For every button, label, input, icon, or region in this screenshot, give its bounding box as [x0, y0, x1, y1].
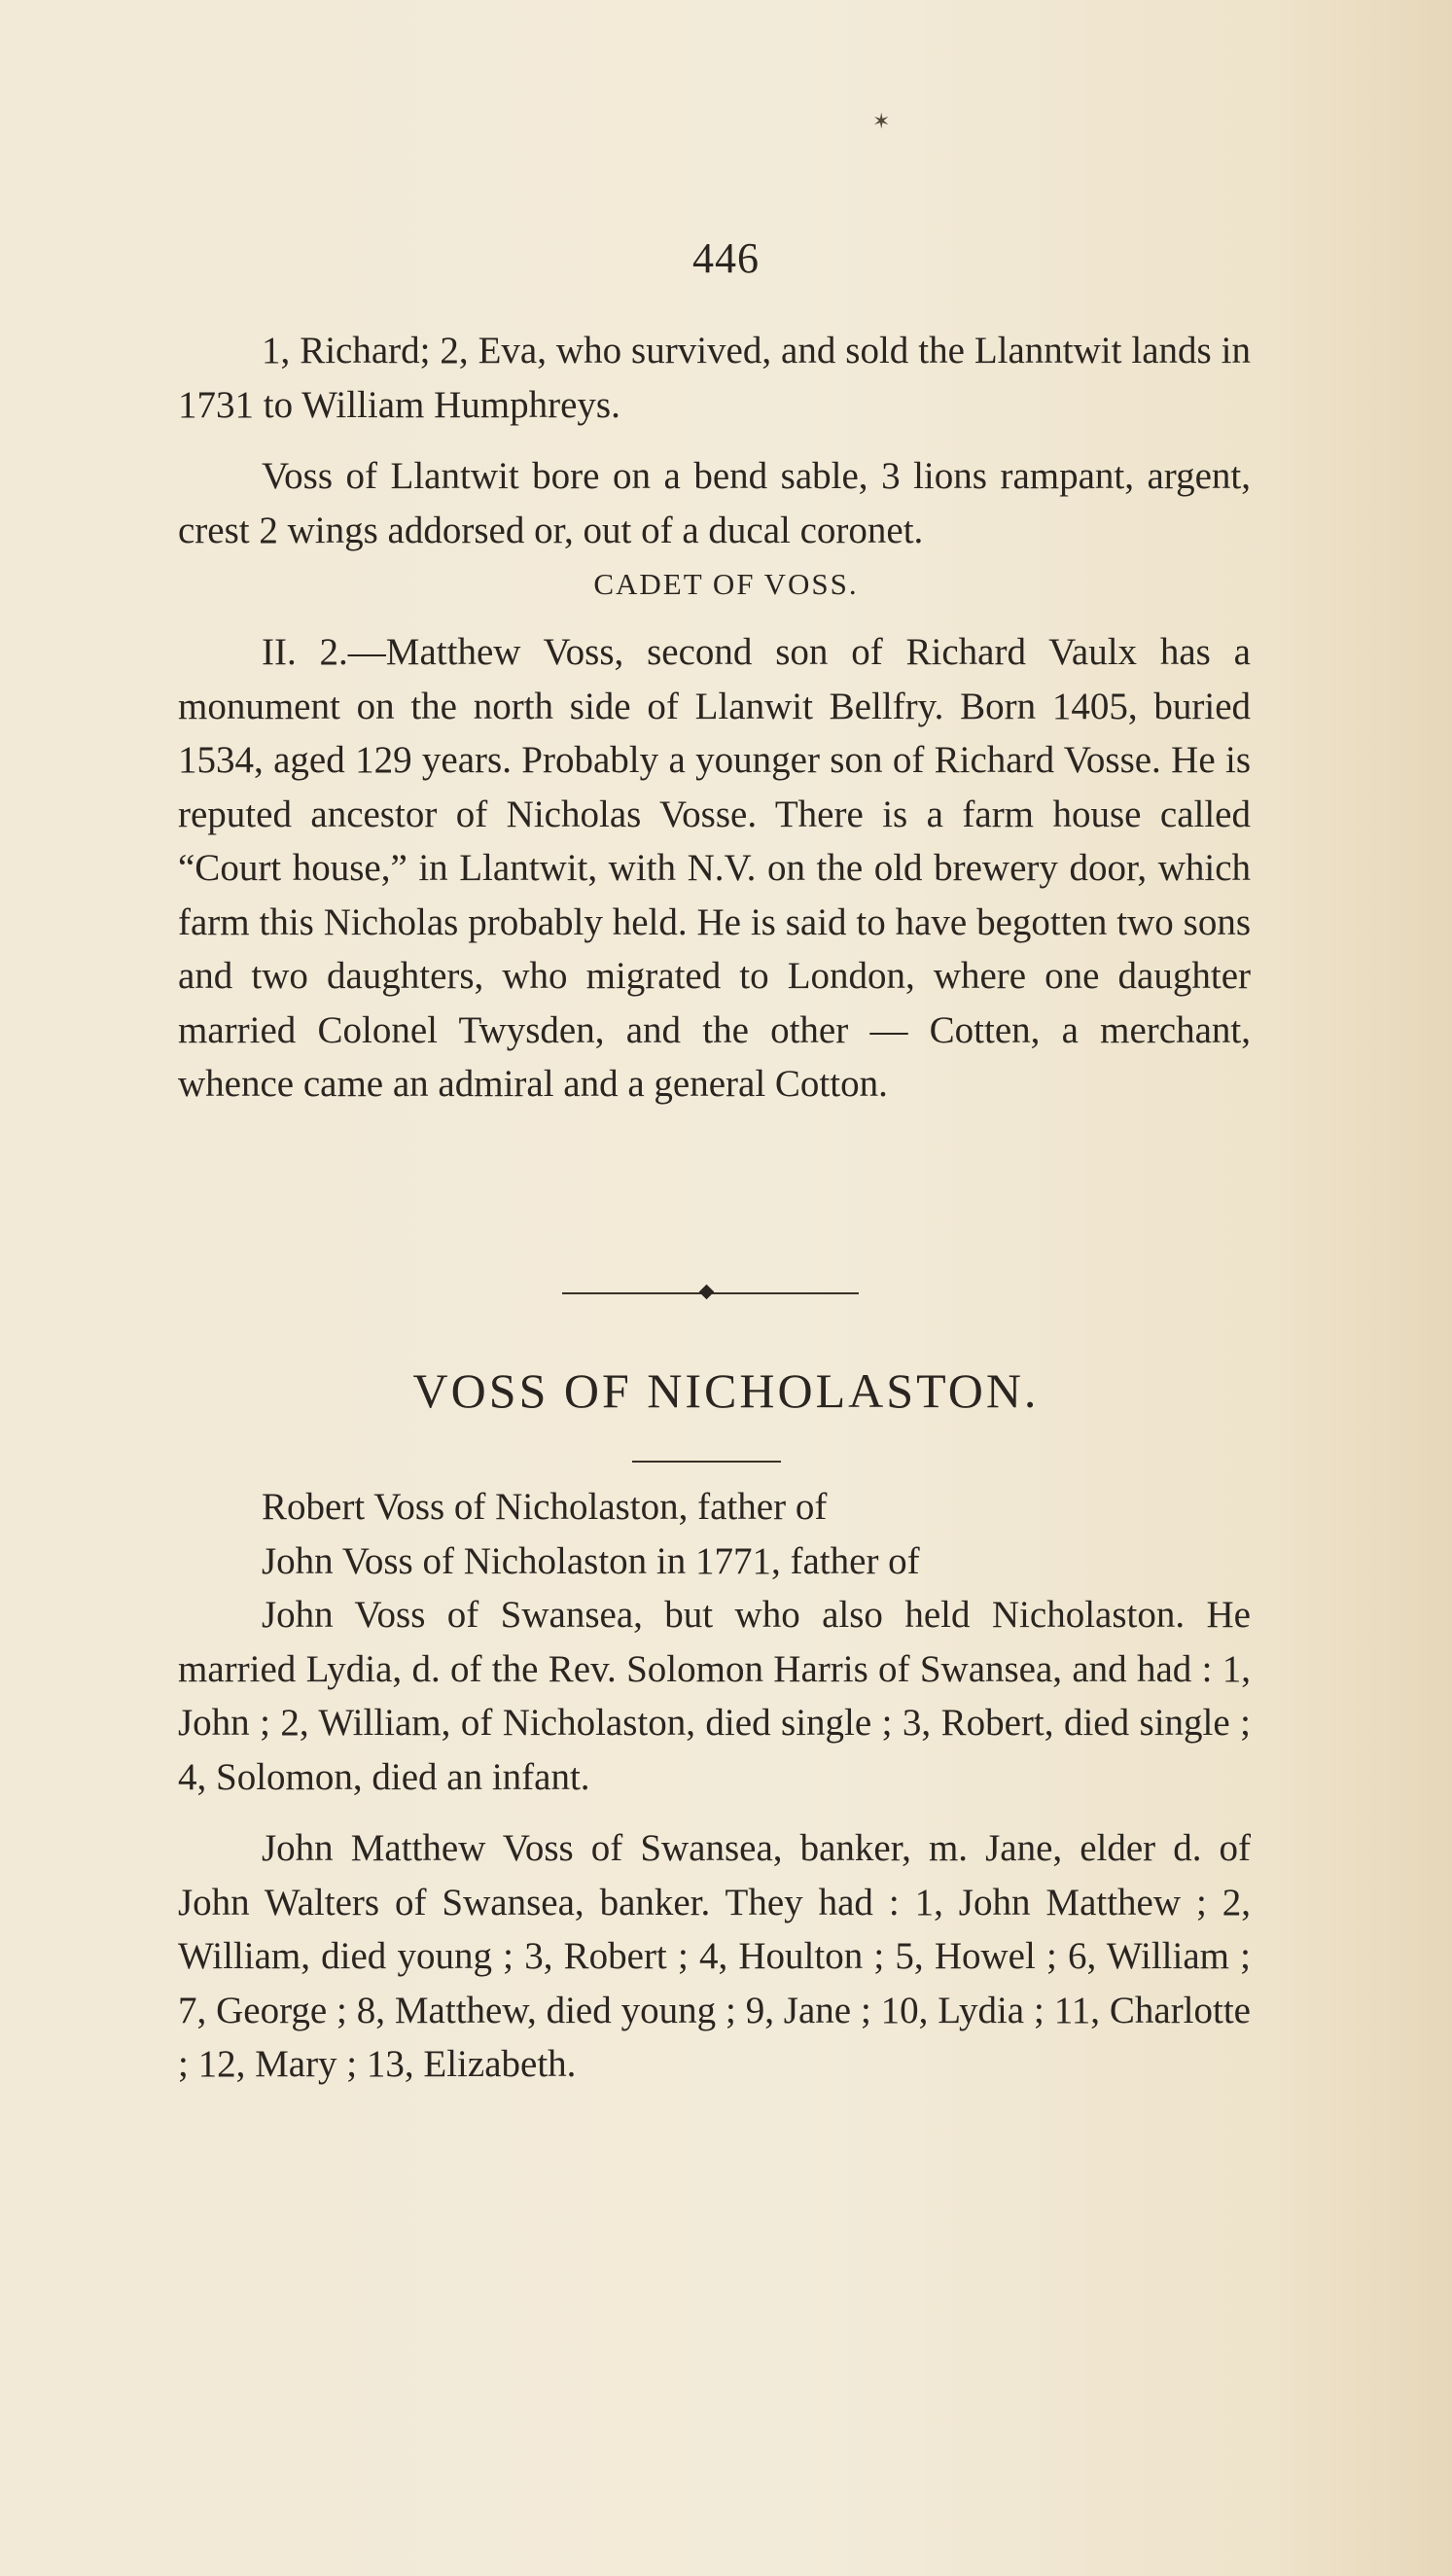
upper-text-block [178, 324, 1251, 557]
printer-mark: ✶ [872, 109, 891, 133]
paragraph-matthew-voss: II. 2.—Matthew Voss, second son of Richard Vaulx has a monument on the north side of Llanwit Bellfry. Born 1405, buried 1534, aged 129 years. Probably a younger son of Richard Vosse. He is reputed ancestor of Nicholas Vosse. There is a farm house called “Court house,” in Llantwit, with N.V. on the old brewery door, which farm this Nicholas probably held. He is said to have begotten two sons and two daughters, who migrated to London, where one daughter married Colonel Twysden, and the other — Cotten, a merchant, whence came an admiral and a general Cotton. [178, 631, 1251, 1105]
paragraph-arms-of-llantwit: Voss of Llantwit bore on a bend sable, 3 lions rampant, argent, crest 2 wings addorsed or, out of a ducal coronet. [178, 455, 1251, 551]
section-title: VOSS OF NICHOLASTON. [412, 1363, 1040, 1418]
cadet-text-block [178, 625, 1251, 1112]
subheading-cadet-of-voss: CADET OF VOSS. [593, 567, 859, 601]
divider-ornament [699, 1285, 715, 1300]
title-rule [632, 1461, 781, 1463]
page-number: 446 [692, 234, 760, 282]
nicholaston-text-block [178, 1588, 1251, 2092]
lineage-line-robert: Robert Voss of Nicholaston, father of [262, 1486, 828, 1528]
lineage-line-john: John Voss of Nicholaston in 1771, father of [262, 1539, 920, 1582]
paragraph-children-richard-eva: 1, Richard; 2, Eva, who survived, and sold the Llanntwit lands in 1731 to William Humphreys. [178, 330, 1251, 426]
lineage-lines [178, 1480, 1251, 1588]
paragraph-john-voss-swansea: John Voss of Swansea, but who also held Nicholaston. He married Lydia, d. of the Rev. Solomon Harris of Swansea, and had : 1, John ; 2, William, of Nicholaston, died single ; 3, Robert, died single ; 4, Solomon, died an infant. [178, 1594, 1251, 1798]
paragraph-john-matthew-voss: John Matthew Voss of Swansea, banker, m. Jane, elder d. of John Walters of Swansea, banker. They had : 1, John Matthew ; 2, William, died young ; 3, Robert ; 4, Houlton ; 5, Howel ; 6, William ; 7, George ; 8, Matthew, died young ; 9, Jane ; 10, Lydia ; 11, Charlotte ; 12, Mary ; 13, Elizabeth. [178, 1827, 1251, 2085]
